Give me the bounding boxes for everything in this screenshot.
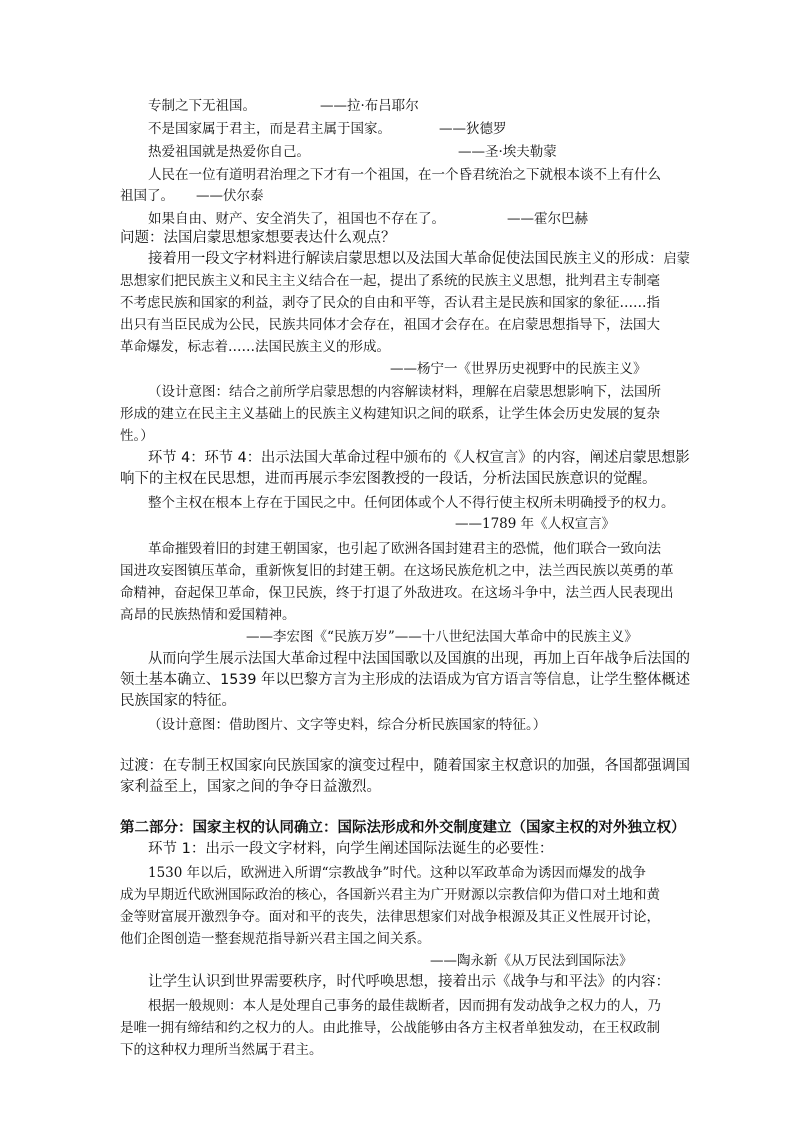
grotius-quote-line: 是唯一拥有缔结和约之权力的人。由此推导，公战能够由各方主权者单独发动，在王权政制 bbox=[120, 1020, 660, 1036]
quote-voltaire-line1: 人民在一位有道明君治理之下才有一个祖国，在一个昏君统治之下就根本谈不上有什么 bbox=[148, 167, 661, 183]
grotius-quote-line: 根据一般规则：本人是处理自己事务的最佳裁断者，因而拥有发动战争之权力的人，乃 bbox=[148, 998, 661, 1014]
quote-author: ——霍尔巴赫 bbox=[507, 211, 588, 227]
transition-line: 家利益至上，国家之间的争夺日益激烈。 bbox=[120, 779, 381, 795]
quote-holbach bbox=[148, 207, 588, 227]
quote-author: ——拉·布吕耶尔 bbox=[320, 98, 419, 114]
rights-quote: 整个主权在根本上存在于国民之中。任何团体或个人不得行使主权所未明确授予的权力。 bbox=[148, 495, 675, 511]
quote-voltaire-line2: 祖国了。 ——伏尔泰 bbox=[120, 188, 264, 204]
step4-line: 响下的主权在民思想，进而再展示李宏图教授的一段话，分析法国民族意识的觉醒。 bbox=[120, 471, 657, 487]
quote-text: 如果自由、财产、安全消失了，祖国也不存在了。 bbox=[148, 211, 445, 227]
revolution-quote-line: 国进攻妄图镇压革命，重新恢复旧的封建王朝。在这场民族危机之中，法兰西民族以英勇的革 bbox=[120, 563, 674, 579]
revolution-quote-line: 革命摧毁着旧的封建王朝国家，也引起了欧洲各国封建君主的恐慌，他们联合一致向法 bbox=[148, 541, 661, 557]
nationalism-quote-line: 出只有当臣民成为公民，民族共同体才会存在，祖国才会存在。在启蒙思想指导下，法国大 bbox=[120, 317, 660, 333]
quote-text: 专制之下无祖国。 bbox=[148, 98, 256, 114]
quote-author: ——圣·埃夫勒蒙 bbox=[458, 144, 557, 160]
revolution-quote-line: 命精神，奋起保卫革命，保卫民族，终于打退了外敌进攻。在这场斗争中，法兰西人民表现出 bbox=[120, 585, 674, 601]
revolution-quote-line: 高昂的民族热情和爱国精神。 bbox=[120, 607, 296, 623]
anthem-flag-line: 领土基本确立、1539 年以巴黎方言为主形成的法语成为官方语言等信息，让学生整体概述 bbox=[120, 672, 691, 688]
quote-diderot bbox=[148, 117, 507, 137]
quote-saint-evremond bbox=[148, 140, 557, 160]
part2-step1: 环节 1：出示一段文字材料，向学生阐述国际法诞生的必要性： bbox=[148, 841, 554, 857]
design-intent-line: （设计意图：结合之前所学启蒙思想的内容解读材料，理解在启蒙思想影响下，法国所 bbox=[148, 384, 661, 400]
nationalism-intro-line: 接着用一段文字材料进行解读启蒙思想以及法国大革命促使法国民族主义的形成：启蒙 bbox=[148, 251, 690, 267]
quote-author: ——伏尔泰 bbox=[196, 188, 264, 204]
design-intent-line: 性。） bbox=[120, 428, 154, 444]
anthem-flag-line: 民族国家的特征。 bbox=[120, 693, 236, 709]
rights-source: ——1789 年《人权宣言》 bbox=[455, 516, 616, 532]
war-quote-line: 成为早期近代欧洲国际政治的核心，各国新兴君主为广开财源以宗教信仰为借口对土地和黄 bbox=[120, 887, 660, 903]
nationalism-quote-line: 不考虑民族和国家的利益，剥夺了民众的自由和平等，否认君主是民族和国家的象征……指 bbox=[120, 295, 660, 311]
quote-text: 热爱祖国就是热爱你自己。 bbox=[148, 144, 310, 160]
nationalism-intro: 接着用一段文字材料进行解读启蒙思想以及法国大革命促使法国民族主义的形成： bbox=[148, 251, 664, 267]
nationalism-quote-line: 思想家们把民族主义和民主主义结合在一起，提出了系统的民族主义思想，批判君主专制毫 bbox=[120, 273, 660, 289]
transition-line: 过渡：在专制王权国家向民族国家的演变过程中，随着国家主权意识的加强，各国都强调国 bbox=[120, 758, 691, 774]
quote-text: 不是国家属于君主，而是君主属于国家。 bbox=[148, 121, 391, 137]
quote-la-bruyere bbox=[148, 94, 419, 114]
design-intent-2: （设计意图：借助图片、文字等史料，综合分析民族国家的特征。） bbox=[148, 717, 547, 733]
war-quote-line: 金等财富展开激烈争夺。面对和平的丧失，法律思想家们对战争根源及其正义性展开讨论， bbox=[120, 909, 660, 925]
step4-line: 环节 4：环节 4：出示法国大革命过程中颁布的《人权宣言》的内容，阐述启蒙思想影 bbox=[148, 450, 690, 466]
anthem-flag-line: 从而向学生展示法国大革命过程中法国国歌以及国旗的出现，再加上百年战争后法国的 bbox=[148, 651, 691, 667]
revolution-source: ——李宏图《“民族万岁”——十八世纪法国大革命中的民族主义》 bbox=[246, 629, 638, 645]
nationalism-source: ——杨宁一《世界历史视野中的民族主义》 bbox=[390, 361, 647, 377]
order-intro: 让学生认识到世界需要秩序，时代呼唤思想，接着出示《战争与和平法》的内容： bbox=[148, 974, 670, 990]
question: 问题：法国启蒙思想家想要表达什么观点？ bbox=[120, 230, 396, 246]
part2-heading: 第二部分：国家主权的认同确立：国际法形成和外交制度建立（国家主权的对外独立权） bbox=[120, 820, 686, 836]
design-intent-line: 形成的建立在民主主义基础上的民族主义构建知识之间的联系，让学生体会历史发展的复杂 bbox=[120, 406, 660, 422]
war-quote-line: 1530 年以后，欧洲进入所谓“宗教战争”时代。这种以军政革命为诱因而爆发的战争 bbox=[148, 865, 646, 881]
quote-author: ——狄德罗 bbox=[439, 121, 507, 137]
grotius-quote-line: 下的这种权力理所当然属于君主。 bbox=[120, 1042, 323, 1058]
war-source: ——陶永新《从万民法到国际法》 bbox=[430, 953, 633, 969]
nationalism-quote-line: 革命爆发，标志着……法国民族主义的形成。 bbox=[120, 339, 390, 355]
war-quote-line: 他们企图创造一整套规范指导新兴君主国之间关系。 bbox=[120, 931, 431, 947]
